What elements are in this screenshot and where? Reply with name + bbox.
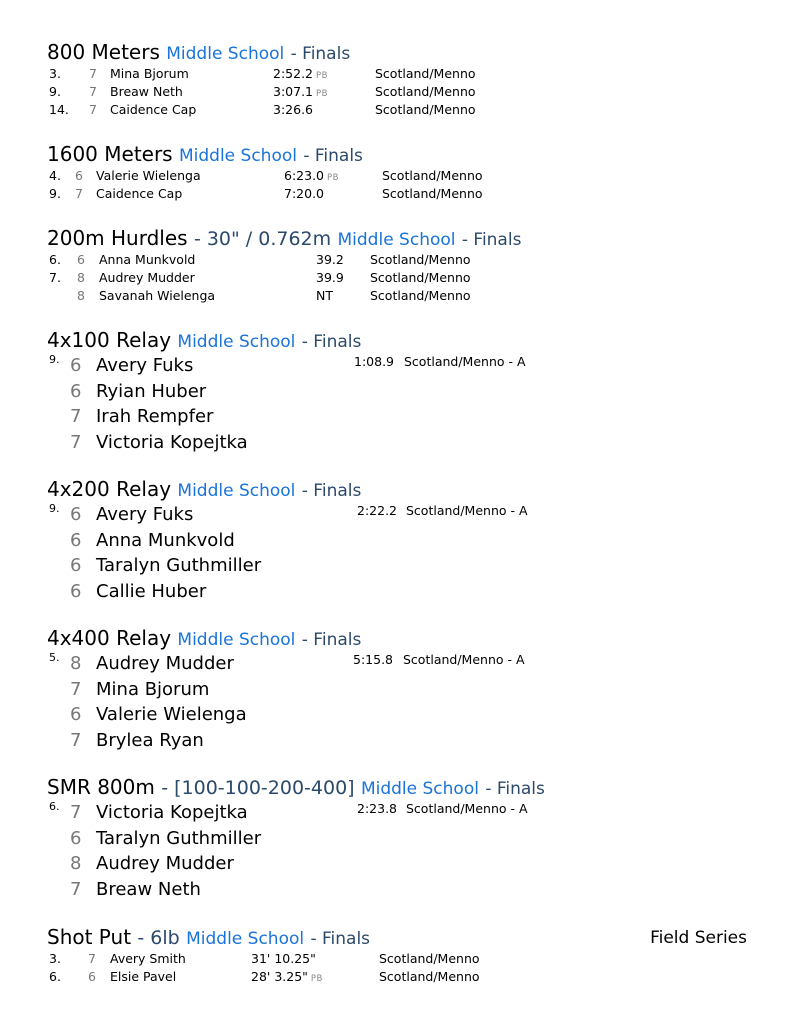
leg-athlete[interactable]: Brylea Ryan bbox=[96, 729, 204, 751]
event-name[interactable]: 4x200 Relay bbox=[47, 477, 172, 501]
event-round: - Finals bbox=[301, 630, 362, 650]
result-mark: 2:52.2 PB bbox=[273, 66, 328, 81]
result-place: 3. bbox=[49, 951, 61, 966]
result-grade: 8 bbox=[77, 270, 85, 285]
event-4x400-relay bbox=[47, 625, 767, 753]
result-place: 14. bbox=[49, 102, 69, 117]
pb-badge: PB bbox=[316, 89, 328, 99]
event-division: Middle School bbox=[337, 230, 456, 250]
event-title bbox=[47, 625, 767, 651]
leg-athlete[interactable]: Avery Fuks bbox=[96, 355, 194, 376]
event-title bbox=[47, 39, 767, 65]
event-division: Middle School bbox=[360, 779, 479, 799]
event-round: - Finals bbox=[461, 230, 522, 250]
result-athlete[interactable]: Anna Munkvold bbox=[99, 252, 196, 267]
event-name[interactable]: 800 Meters bbox=[47, 40, 160, 64]
result-mark: 31' 10.25" bbox=[251, 951, 316, 966]
result-team[interactable]: Scotland/Menno bbox=[382, 168, 483, 183]
leg-grade: 6 bbox=[70, 555, 82, 576]
result-row bbox=[47, 167, 767, 185]
event-4x200-relay bbox=[47, 476, 767, 604]
result-row bbox=[47, 65, 767, 83]
result-row bbox=[47, 251, 767, 269]
event-round: - Finals bbox=[485, 779, 545, 799]
result-team[interactable]: Scotland/Menno bbox=[370, 288, 471, 303]
relay-leg-row bbox=[47, 651, 767, 677]
relay-team[interactable]: Scotland/Menno - A bbox=[406, 801, 528, 816]
result-mark: 39.2 bbox=[316, 252, 344, 267]
result-place: 9. bbox=[49, 84, 61, 99]
relay-team[interactable]: Scotland/Menno - A bbox=[404, 354, 526, 369]
result-place: 4. bbox=[49, 168, 61, 183]
result-mark: 3:07.1 PB bbox=[273, 84, 328, 99]
leg-athlete[interactable]: Audrey Mudder bbox=[96, 853, 234, 874]
event-round: - Finals bbox=[301, 332, 362, 352]
result-row bbox=[47, 968, 767, 986]
leg-grade: 6 bbox=[70, 380, 82, 402]
result-mark: NT bbox=[316, 288, 333, 303]
relay-time: 2:22.2 bbox=[357, 503, 397, 518]
result-athlete[interactable]: Caidence Cap bbox=[110, 102, 197, 117]
result-team[interactable]: Scotland/Menno bbox=[375, 102, 476, 117]
leg-grade: 8 bbox=[70, 853, 82, 874]
result-grade: 7 bbox=[89, 84, 97, 99]
event-modifier: - [100-100-200-400] bbox=[161, 777, 355, 799]
result-team[interactable]: Scotland/Menno bbox=[382, 186, 483, 201]
event-name[interactable]: SMR 800m bbox=[47, 775, 155, 799]
result-place: 9. bbox=[49, 186, 61, 201]
leg-grade: 6 bbox=[70, 827, 82, 849]
result-grade: 7 bbox=[89, 66, 97, 81]
relay-leg-row bbox=[47, 379, 767, 405]
leg-athlete[interactable]: Taralyn Guthmiller bbox=[96, 827, 262, 849]
result-athlete[interactable]: Caidence Cap bbox=[96, 186, 183, 201]
leg-athlete[interactable]: Anna Munkvold bbox=[96, 529, 235, 551]
result-mark: 28' 3.25" PB bbox=[251, 969, 323, 984]
relay-team[interactable]: Scotland/Menno - A bbox=[403, 652, 525, 667]
result-team[interactable]: Scotland/Menno bbox=[370, 270, 471, 285]
event-title bbox=[47, 774, 767, 800]
leg-grade: 6 bbox=[70, 704, 82, 725]
relay-time: 2:23.8 bbox=[357, 801, 397, 816]
relay-leg-row bbox=[47, 702, 767, 728]
event-division: Middle School bbox=[177, 630, 296, 650]
leg-grade: 8 bbox=[70, 653, 82, 674]
leg-athlete[interactable]: Ryian Huber bbox=[96, 380, 207, 402]
leg-grade: 6 bbox=[70, 580, 82, 602]
event-division: Middle School bbox=[178, 146, 297, 166]
relay-place: 9. bbox=[49, 353, 60, 366]
leg-grade: 7 bbox=[70, 678, 82, 700]
result-row bbox=[47, 950, 767, 968]
event-1600m bbox=[47, 141, 767, 203]
result-team[interactable]: Scotland/Menno bbox=[379, 969, 480, 984]
pb-badge: PB bbox=[316, 71, 328, 81]
event-4x100-relay bbox=[47, 327, 767, 455]
leg-athlete[interactable]: Breaw Neth bbox=[96, 878, 201, 900]
result-team[interactable]: Scotland/Menno bbox=[370, 252, 471, 267]
result-mark: 6:23.0 PB bbox=[284, 168, 339, 183]
pb-badge: PB bbox=[327, 173, 339, 183]
event-division: Middle School bbox=[177, 332, 296, 352]
result-mark: 7:20.0 bbox=[284, 186, 324, 201]
relay-leg-row bbox=[47, 677, 767, 703]
result-place: 6. bbox=[49, 252, 61, 267]
relay-leg-row bbox=[47, 579, 767, 605]
event-800m bbox=[47, 39, 767, 119]
leg-grade: 7 bbox=[70, 729, 82, 751]
relay-leg-row bbox=[47, 553, 767, 579]
relay-leg-row bbox=[47, 404, 767, 430]
event-title bbox=[47, 327, 767, 353]
event-modifier: - 6lb bbox=[137, 927, 180, 949]
result-athlete[interactable]: Audrey Mudder bbox=[99, 270, 195, 285]
leg-athlete[interactable]: Callie Huber bbox=[96, 580, 207, 602]
event-name[interactable]: Shot Put bbox=[47, 925, 132, 949]
result-place: 3. bbox=[49, 66, 61, 81]
result-team[interactable]: Scotland/Menno bbox=[375, 84, 476, 99]
relay-time: 1:08.9 bbox=[354, 354, 394, 369]
event-name[interactable]: 4x400 Relay bbox=[47, 626, 172, 650]
field-series-link[interactable]: Field Series bbox=[650, 928, 747, 948]
event-round: - Finals bbox=[310, 929, 371, 949]
event-smr-800m bbox=[47, 774, 767, 902]
relay-leg-row bbox=[47, 528, 767, 554]
result-row bbox=[47, 269, 767, 287]
leg-athlete[interactable]: Victoria Kopejtka bbox=[96, 802, 248, 823]
leg-grade: 7 bbox=[70, 878, 82, 900]
leg-grade: 7 bbox=[70, 431, 82, 453]
relay-time: 5:15.8 bbox=[353, 652, 393, 667]
leg-grade: 6 bbox=[70, 355, 82, 376]
result-row bbox=[47, 83, 767, 101]
relay-leg-row bbox=[47, 502, 767, 528]
relay-team[interactable]: Scotland/Menno - A bbox=[406, 503, 528, 518]
leg-grade: 7 bbox=[70, 406, 82, 427]
result-grade: 6 bbox=[75, 168, 83, 183]
leg-athlete[interactable]: Victoria Kopejtka bbox=[96, 431, 248, 453]
event-division: Middle School bbox=[166, 44, 285, 64]
leg-athlete[interactable]: Avery Fuks bbox=[96, 504, 194, 525]
result-grade: 7 bbox=[88, 951, 96, 966]
result-athlete[interactable]: Elsie Pavel bbox=[110, 969, 177, 984]
result-athlete[interactable]: Mina Bjorum bbox=[110, 66, 189, 81]
result-athlete[interactable]: Savanah Wielenga bbox=[99, 288, 216, 303]
relay-leg-row bbox=[47, 353, 767, 379]
event-title bbox=[47, 141, 767, 167]
event-round: - Finals bbox=[301, 481, 362, 501]
event-round: - Finals bbox=[303, 146, 363, 166]
result-grade: 6 bbox=[88, 969, 96, 984]
event-name[interactable]: 1600 Meters bbox=[47, 142, 173, 166]
leg-athlete[interactable]: Irah Rempfer bbox=[96, 406, 214, 427]
result-row bbox=[47, 287, 767, 305]
event-division: Middle School bbox=[186, 929, 305, 949]
result-team[interactable]: Scotland/Menno bbox=[375, 66, 476, 81]
event-division: Middle School bbox=[177, 481, 296, 501]
event-modifier: - 30" / 0.762m bbox=[193, 228, 332, 250]
leg-athlete[interactable]: Audrey Mudder bbox=[96, 653, 234, 674]
result-team[interactable]: Scotland/Menno bbox=[379, 951, 480, 966]
event-round: - Finals bbox=[290, 44, 351, 64]
result-mark: 3:26.6 bbox=[273, 102, 313, 117]
relay-place: 6. bbox=[49, 800, 60, 813]
result-grade: 8 bbox=[77, 288, 85, 303]
leg-grade: 6 bbox=[70, 529, 82, 551]
pb-badge: PB bbox=[310, 974, 323, 984]
event-name[interactable]: 200m Hurdles bbox=[47, 226, 188, 250]
relay-leg-row bbox=[47, 826, 767, 852]
result-place: 6. bbox=[49, 969, 61, 984]
result-grade: 7 bbox=[75, 186, 83, 201]
leg-grade: 7 bbox=[70, 802, 82, 823]
leg-athlete[interactable]: Valerie Wielenga bbox=[96, 704, 247, 725]
result-place: 7. bbox=[49, 270, 61, 285]
relay-leg-row bbox=[47, 851, 767, 877]
relay-leg-row bbox=[47, 430, 767, 456]
leg-athlete[interactable]: Taralyn Guthmiller bbox=[96, 555, 262, 576]
relay-leg-row bbox=[47, 728, 767, 754]
result-row bbox=[47, 101, 767, 119]
result-athlete[interactable]: Avery Smith bbox=[110, 951, 186, 966]
result-grade: 6 bbox=[77, 252, 85, 267]
result-row bbox=[47, 185, 767, 203]
event-200m-hurdles bbox=[47, 225, 767, 305]
relay-leg-row bbox=[47, 877, 767, 903]
leg-grade: 6 bbox=[70, 504, 82, 525]
relay-place: 5. bbox=[49, 651, 60, 664]
result-athlete[interactable]: Valerie Wielenga bbox=[96, 168, 201, 183]
leg-athlete[interactable]: Mina Bjorum bbox=[96, 678, 210, 700]
result-grade: 7 bbox=[89, 102, 97, 117]
result-athlete[interactable]: Breaw Neth bbox=[110, 84, 183, 99]
relay-leg-row bbox=[47, 800, 767, 826]
event-title bbox=[47, 225, 767, 251]
relay-place: 9. bbox=[49, 502, 60, 515]
result-mark: 39.9 bbox=[316, 270, 344, 285]
event-name[interactable]: 4x100 Relay bbox=[47, 328, 172, 352]
event-title bbox=[47, 476, 767, 502]
